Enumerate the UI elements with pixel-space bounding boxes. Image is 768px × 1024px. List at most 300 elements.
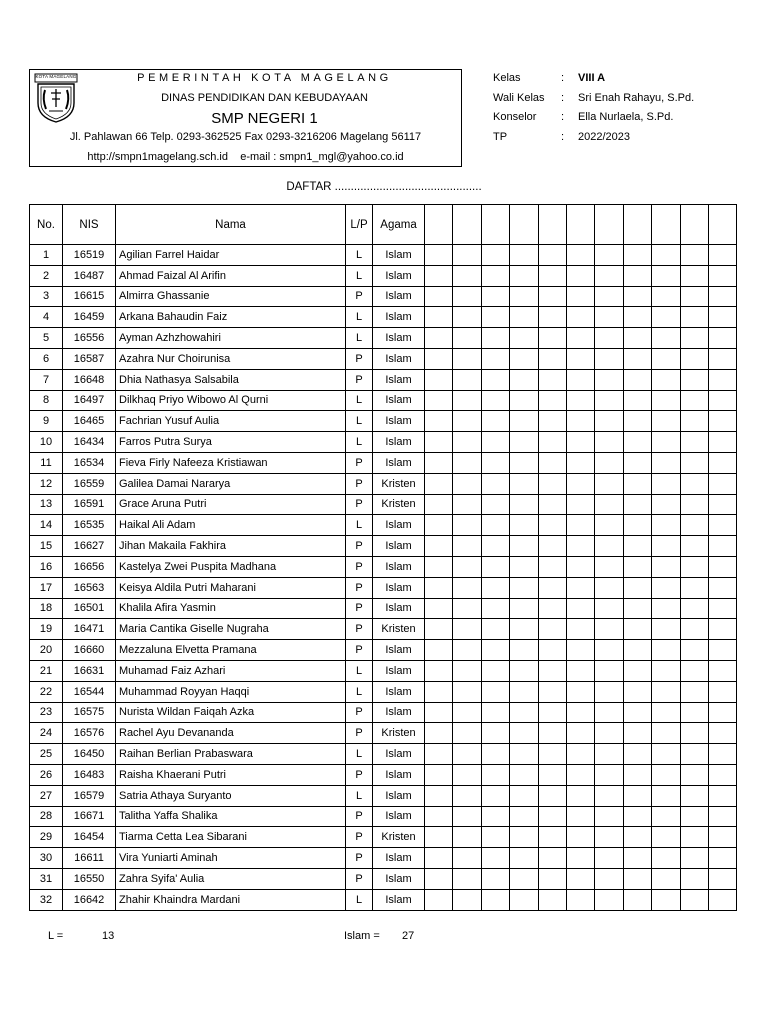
cell-blank [708,764,736,785]
cell-blank [623,556,651,577]
cell-blank [538,785,566,806]
cell-religion: Islam [373,744,425,765]
cell-nis: 16544 [63,681,116,702]
cell-blank [708,286,736,307]
cell-no: 27 [30,785,63,806]
cell-blank [510,577,538,598]
cell-blank [481,328,509,349]
cell-blank [708,556,736,577]
cell-name: Muhamad Faiz Azhari [116,660,346,681]
homeroom-teacher-value: Sri Enah Rahayu, S.Pd. [578,91,695,104]
cell-nis: 16660 [63,640,116,661]
cell-blank [510,889,538,910]
cell-blank [510,245,538,266]
cell-nis: 16575 [63,702,116,723]
cell-blank [652,432,680,453]
table-row [30,764,737,785]
cell-nis: 16615 [63,286,116,307]
cell-religion: Islam [373,640,425,661]
cell-blank [538,348,566,369]
cell-nis: 16450 [63,744,116,765]
cell-blank [680,660,708,681]
cell-name: Raihan Berlian Prabaswara [116,744,346,765]
cell-blank [652,307,680,328]
table-row [30,868,737,889]
cell-blank [708,744,736,765]
column-header-blank [453,205,481,245]
cell-blank [453,660,481,681]
cell-blank [566,681,594,702]
column-header-gender: L/P [346,205,373,245]
cell-no: 17 [30,577,63,598]
cell-blank [566,577,594,598]
cell-blank [566,744,594,765]
cell-blank [652,702,680,723]
cell-blank [566,806,594,827]
table-row [30,348,737,369]
cell-religion: Kristen [373,827,425,848]
cell-blank [680,681,708,702]
cell-blank [453,764,481,785]
cell-no: 13 [30,494,63,515]
cell-blank [510,744,538,765]
column-header-blank [510,205,538,245]
cell-nis: 16671 [63,806,116,827]
cell-blank [453,452,481,473]
cell-blank [453,265,481,286]
table-row [30,390,737,411]
info-label: Wali Kelas [493,91,545,104]
cell-blank [566,723,594,744]
cell-blank [425,660,453,681]
cell-blank [680,868,708,889]
cell-blank [623,328,651,349]
cell-no: 21 [30,660,63,681]
cell-blank [652,764,680,785]
cell-no: 1 [30,245,63,266]
cell-blank [481,286,509,307]
table-row [30,307,737,328]
cell-blank [595,494,623,515]
cell-blank [481,806,509,827]
table-row [30,265,737,286]
cell-blank [680,598,708,619]
cell-blank [595,619,623,640]
table-row [30,889,737,910]
cell-blank [595,432,623,453]
cell-blank [566,764,594,785]
cell-blank [652,598,680,619]
cell-blank [595,827,623,848]
cell-blank [453,348,481,369]
cell-blank [425,598,453,619]
cell-nis: 16642 [63,889,116,910]
column-header-blank [595,205,623,245]
cell-blank [566,660,594,681]
cell-blank [623,348,651,369]
cell-blank [566,848,594,869]
cell-blank [538,744,566,765]
cell-blank [566,307,594,328]
cell-blank [652,536,680,557]
cell-blank [453,245,481,266]
table-row [30,452,737,473]
cell-blank [623,390,651,411]
cell-religion: Islam [373,598,425,619]
counselor-value: Ella Nurlaela, S.Pd. [578,111,674,123]
cell-gender: L [346,515,373,536]
cell-name: Tiarma Cetta Lea Sibarani [116,827,346,848]
cell-blank [652,494,680,515]
cell-blank [652,245,680,266]
cell-blank [623,265,651,286]
cell-blank [453,848,481,869]
cell-blank [595,328,623,349]
cell-no: 24 [30,723,63,744]
cell-blank [425,889,453,910]
cell-blank [680,328,708,349]
cell-blank [652,265,680,286]
table-row [30,827,737,848]
cell-blank [453,723,481,744]
cell-gender: L [346,390,373,411]
cell-blank [623,744,651,765]
cell-gender: L [346,785,373,806]
cell-blank [425,390,453,411]
cell-nis: 16656 [63,556,116,577]
male-count-value: 13 [102,930,115,942]
cell-gender: P [346,848,373,869]
cell-blank [538,806,566,827]
cell-blank [481,889,509,910]
cell-gender: P [346,640,373,661]
cell-blank [481,619,509,640]
cell-blank [595,702,623,723]
cell-no: 5 [30,328,63,349]
cell-blank [566,411,594,432]
cell-blank [566,827,594,848]
cell-blank [708,827,736,848]
cell-religion: Islam [373,577,425,598]
cell-no: 11 [30,452,63,473]
cell-blank [623,307,651,328]
cell-blank [538,827,566,848]
cell-blank [481,868,509,889]
logo-label: KOTA MAGELANG [35,74,77,79]
cell-blank [453,556,481,577]
cell-blank [595,265,623,286]
cell-name: Khalila Afira Yasmin [116,598,346,619]
cell-gender: L [346,432,373,453]
cell-blank [680,307,708,328]
cell-nis: 16550 [63,868,116,889]
cell-blank [425,848,453,869]
cell-blank [708,265,736,286]
cell-no: 4 [30,307,63,328]
cell-blank [481,245,509,266]
cell-blank [623,369,651,390]
cell-blank [652,889,680,910]
cell-nis: 16471 [63,619,116,640]
cell-nis: 16556 [63,328,116,349]
cell-blank [566,494,594,515]
cell-blank [595,411,623,432]
cell-blank [595,640,623,661]
cell-blank [566,286,594,307]
cell-gender: L [346,265,373,286]
cell-blank [652,640,680,661]
cell-blank [481,432,509,453]
cell-blank [481,556,509,577]
cell-blank [680,640,708,661]
cell-name: Dilkhaq Priyo Wibowo Al Qurni [116,390,346,411]
cell-blank [623,411,651,432]
cell-gender: P [346,577,373,598]
cell-name: Fieva Firly Nafeeza Kristiawan [116,452,346,473]
cell-nis: 16483 [63,764,116,785]
cell-blank [595,390,623,411]
table-row [30,848,737,869]
cell-blank [623,619,651,640]
cell-blank [708,432,736,453]
cell-blank [453,577,481,598]
table-row [30,556,737,577]
cell-blank [708,536,736,557]
cell-religion: Islam [373,245,425,266]
cell-name: Muhammad Royyan Haqqi [116,681,346,702]
school-website: http://smpn1magelang.sch.id [87,151,228,163]
cell-name: Kastelya Zwei Puspita Madhana [116,556,346,577]
cell-blank [425,619,453,640]
cell-blank [566,265,594,286]
cell-religion: Islam [373,286,425,307]
cell-blank [510,390,538,411]
cell-gender: P [346,827,373,848]
cell-blank [481,411,509,432]
cell-nis: 16611 [63,848,116,869]
cell-blank [680,473,708,494]
cell-gender: L [346,744,373,765]
table-row [30,411,737,432]
cell-religion: Islam [373,390,425,411]
class-value: VIII A [578,72,606,84]
cell-blank [481,265,509,286]
cell-religion: Islam [373,889,425,910]
table-row [30,598,737,619]
cell-name: Zhahir Khaindra Mardani [116,889,346,910]
cell-blank [623,473,651,494]
cell-blank [510,536,538,557]
cell-blank [425,868,453,889]
cell-no: 22 [30,681,63,702]
cell-blank [425,265,453,286]
table-row [30,806,737,827]
cell-blank [453,681,481,702]
cell-blank [566,432,594,453]
cell-blank [595,660,623,681]
cell-blank [680,494,708,515]
cell-blank [481,764,509,785]
cell-blank [481,390,509,411]
cell-religion: Kristen [373,619,425,640]
column-header-blank [566,205,594,245]
cell-blank [481,598,509,619]
cell-blank [623,536,651,557]
cell-no: 23 [30,702,63,723]
cell-name: Dhia Nathasya Salsabila [116,369,346,390]
cell-blank [680,245,708,266]
cell-blank [481,848,509,869]
cell-blank [481,473,509,494]
cell-blank [566,619,594,640]
cell-blank [481,785,509,806]
school-name: SMP NEGERI 1 [211,110,318,127]
cell-blank [595,536,623,557]
cell-religion: Islam [373,348,425,369]
cell-blank [680,827,708,848]
cell-blank [425,369,453,390]
cell-name: Grace Aruna Putri [116,494,346,515]
cell-blank [680,806,708,827]
cell-blank [425,744,453,765]
cell-blank [566,473,594,494]
cell-blank [510,640,538,661]
cell-blank [595,348,623,369]
cell-blank [425,473,453,494]
cell-blank [623,806,651,827]
cell-no: 8 [30,390,63,411]
cell-blank [425,515,453,536]
cell-blank [708,369,736,390]
cell-blank [708,577,736,598]
cell-gender: P [346,764,373,785]
cell-blank [538,515,566,536]
cell-blank [652,452,680,473]
cell-blank [623,868,651,889]
cell-blank [652,827,680,848]
table-row [30,723,737,744]
cell-religion: Islam [373,411,425,432]
cell-nis: 16434 [63,432,116,453]
cell-blank [680,390,708,411]
cell-blank [510,328,538,349]
cell-blank [453,598,481,619]
cell-blank [623,889,651,910]
cell-blank [595,577,623,598]
cell-blank [708,660,736,681]
table-header-row [30,205,737,245]
cell-no: 18 [30,598,63,619]
cell-nis: 16519 [63,245,116,266]
cell-nis: 16459 [63,307,116,328]
cell-blank [595,369,623,390]
cell-nis: 16631 [63,660,116,681]
cell-no: 15 [30,536,63,557]
cell-blank [425,452,453,473]
cell-religion: Islam [373,307,425,328]
cell-gender: P [346,619,373,640]
cell-blank [680,411,708,432]
cell-blank [425,785,453,806]
cell-nis: 16535 [63,515,116,536]
cell-blank [481,307,509,328]
cell-blank [510,764,538,785]
cell-blank [652,723,680,744]
cell-no: 30 [30,848,63,869]
cell-blank [595,473,623,494]
column-header-no: No. [30,205,63,245]
cell-no: 3 [30,286,63,307]
cell-name: Ayman Azhzhowahiri [116,328,346,349]
table-row [30,432,737,453]
cell-blank [566,702,594,723]
cell-blank [538,452,566,473]
cell-blank [623,660,651,681]
cell-religion: Islam [373,702,425,723]
cell-blank [680,723,708,744]
cell-name: Galilea Damai Nararya [116,473,346,494]
cell-gender: L [346,411,373,432]
cell-blank [453,889,481,910]
cell-no: 14 [30,515,63,536]
cell-blank [623,598,651,619]
cell-blank [595,868,623,889]
cell-blank [708,307,736,328]
cell-blank [510,660,538,681]
cell-gender: P [346,494,373,515]
cell-blank [538,328,566,349]
cell-gender: P [346,806,373,827]
cell-blank [708,806,736,827]
cell-blank [708,702,736,723]
cell-blank [566,785,594,806]
cell-no: 9 [30,411,63,432]
cell-blank [481,536,509,557]
cell-blank [566,536,594,557]
cell-blank [652,619,680,640]
cell-blank [425,640,453,661]
column-header-religion: Agama [373,205,425,245]
cell-blank [538,681,566,702]
cell-blank [680,619,708,640]
cell-blank [538,598,566,619]
cell-blank [538,245,566,266]
cell-blank [538,723,566,744]
cell-name: Talitha Yaffa Shalika [116,806,346,827]
islam-count-value: 27 [402,930,415,942]
cell-gender: P [346,723,373,744]
cell-blank [425,536,453,557]
cell-gender: P [346,473,373,494]
cell-name: Rachel Ayu Devananda [116,723,346,744]
cell-blank [510,286,538,307]
cell-religion: Islam [373,452,425,473]
cell-blank [680,265,708,286]
cell-blank [481,640,509,661]
cell-blank [708,494,736,515]
cell-blank [708,245,736,266]
cell-name: Mezzaluna Elvetta Pramana [116,640,346,661]
cell-blank [453,868,481,889]
cell-blank [538,536,566,557]
cell-nis: 16579 [63,785,116,806]
cell-blank [652,390,680,411]
cell-name: Raisha Khaerani Putri [116,764,346,785]
cell-name: Arkana Bahaudin Faiz [116,307,346,328]
cell-gender: P [346,598,373,619]
info-label: Kelas [493,72,521,84]
cell-blank [538,764,566,785]
